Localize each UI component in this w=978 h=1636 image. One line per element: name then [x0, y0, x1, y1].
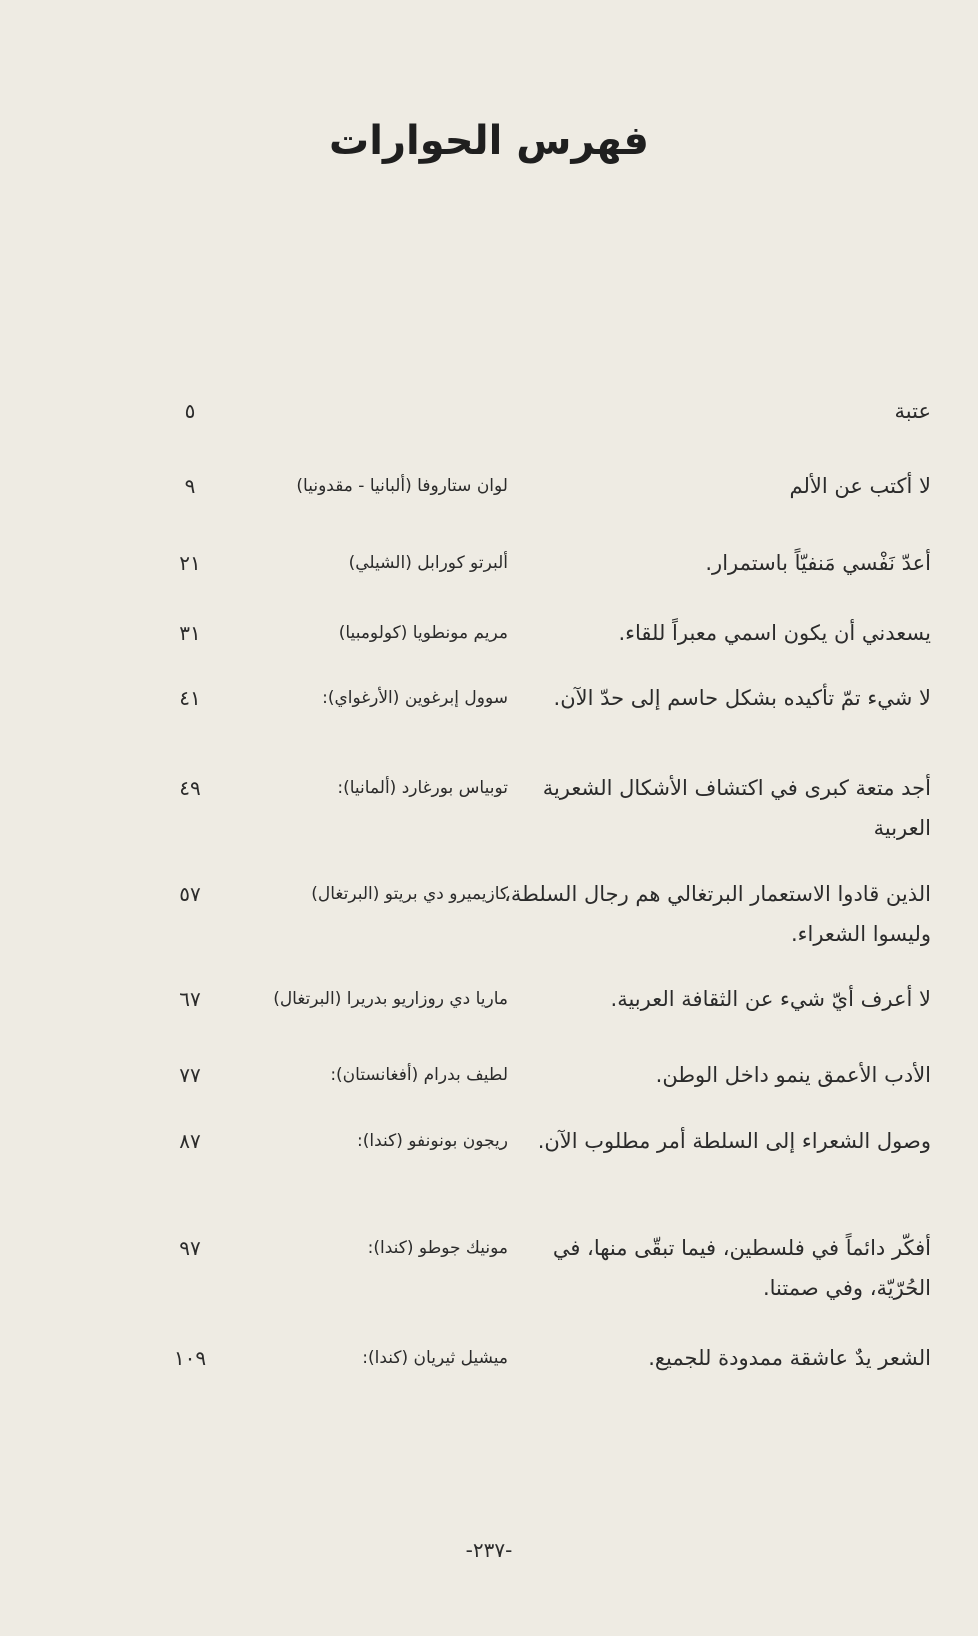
page-title: فهرس الحوارات [329, 118, 649, 164]
entry-page-number: ٣١ [179, 621, 201, 645]
entry-name: ماريا دي روزاريو بدريرا (البرتغال) [273, 989, 508, 1009]
entry-page-number: ٩ [184, 474, 196, 498]
toc-entry [0, 1228, 978, 1308]
entry-page-number: ٧٧ [179, 1063, 201, 1087]
toc-entry [0, 874, 978, 954]
entry-title: لا أكتب عن الألم [789, 474, 931, 498]
entry-title: عتبة [894, 399, 931, 423]
entry-title: لا أعرف أيّ شيء عن الثقافة العربية. [610, 987, 931, 1011]
entry-page-number: ٩٧ [179, 1236, 201, 1260]
toc-entry [0, 391, 978, 471]
toc-entry [0, 466, 978, 546]
entry-name: لطيف بدرام (أفغانستان): [330, 1065, 508, 1085]
entry-name: ميشيل ثيريان (كندا): [362, 1348, 508, 1368]
toc-entry [0, 543, 978, 623]
entry-title: الأدب الأعمق ينمو داخل الوطن. [655, 1063, 931, 1087]
entry-page-number: ٢١ [179, 551, 201, 575]
entry-page-number: ٦٧ [179, 987, 201, 1011]
entry-name: كازيميرو دي بريتو (البرتغال) [311, 884, 508, 904]
entry-page-number: ٥ [184, 399, 196, 423]
toc-entry [0, 678, 978, 758]
entry-title: أفكّر دائماً في فلسطين، فيما تبقّى منها، في الحُرّيّة، وفي صمتنا. [552, 1236, 931, 1300]
entry-name: توبياس بورغارد (ألمانيا): [337, 778, 508, 798]
entry-name: ألبرتو كورابل (الشيلي) [348, 553, 508, 573]
toc-entry [0, 979, 978, 1059]
entry-name: مريم مونطويا (كولومبيا) [338, 623, 508, 643]
entry-title: الشعر يدٌ عاشقة ممدودة للجميع. [648, 1346, 931, 1370]
entry-name: ريجون بونونفو (كندا): [357, 1131, 508, 1151]
entry-page-number: ٤١ [179, 686, 201, 710]
toc-entry [0, 1338, 978, 1418]
entry-page-number: ٥٧ [179, 882, 201, 906]
page-number-footer: -٢٣٧- [465, 1538, 513, 1562]
entry-name: لوان ستاروفا (ألبانيا - مقدونيا) [296, 476, 508, 496]
entry-title: أجد متعة كبرى في اكتشاف الأشكال الشعرية العربية [542, 776, 931, 840]
entry-title: وصول الشعراء إلى السلطة أمر مطلوب الآن. [537, 1129, 931, 1153]
entry-page-number: ١٠٩ [173, 1346, 207, 1370]
entry-title: يسعدني أن يكون اسمي معبراً للقاء. [618, 621, 931, 645]
entry-page-number: ٨٧ [179, 1129, 201, 1153]
entry-page-number: ٤٩ [179, 776, 201, 800]
entry-name: سوول إبرغوين (الأرغواي): [322, 688, 508, 708]
entry-title: لا شيء تمّ تأكيده بشكل حاسم إلى حدّ الآن. [553, 686, 931, 710]
entry-title: أعدّ نَفْسي مَنفيّاً باستمرار. [705, 551, 931, 575]
entry-name: مونيك جوطو (كندا): [367, 1238, 508, 1258]
toc-entry [0, 768, 978, 848]
toc-entry [0, 1121, 978, 1201]
entry-title: الذين قادوا الاستعمار البرتغالي هم رجال السلطة، وليسوا الشعراء. [504, 882, 931, 946]
